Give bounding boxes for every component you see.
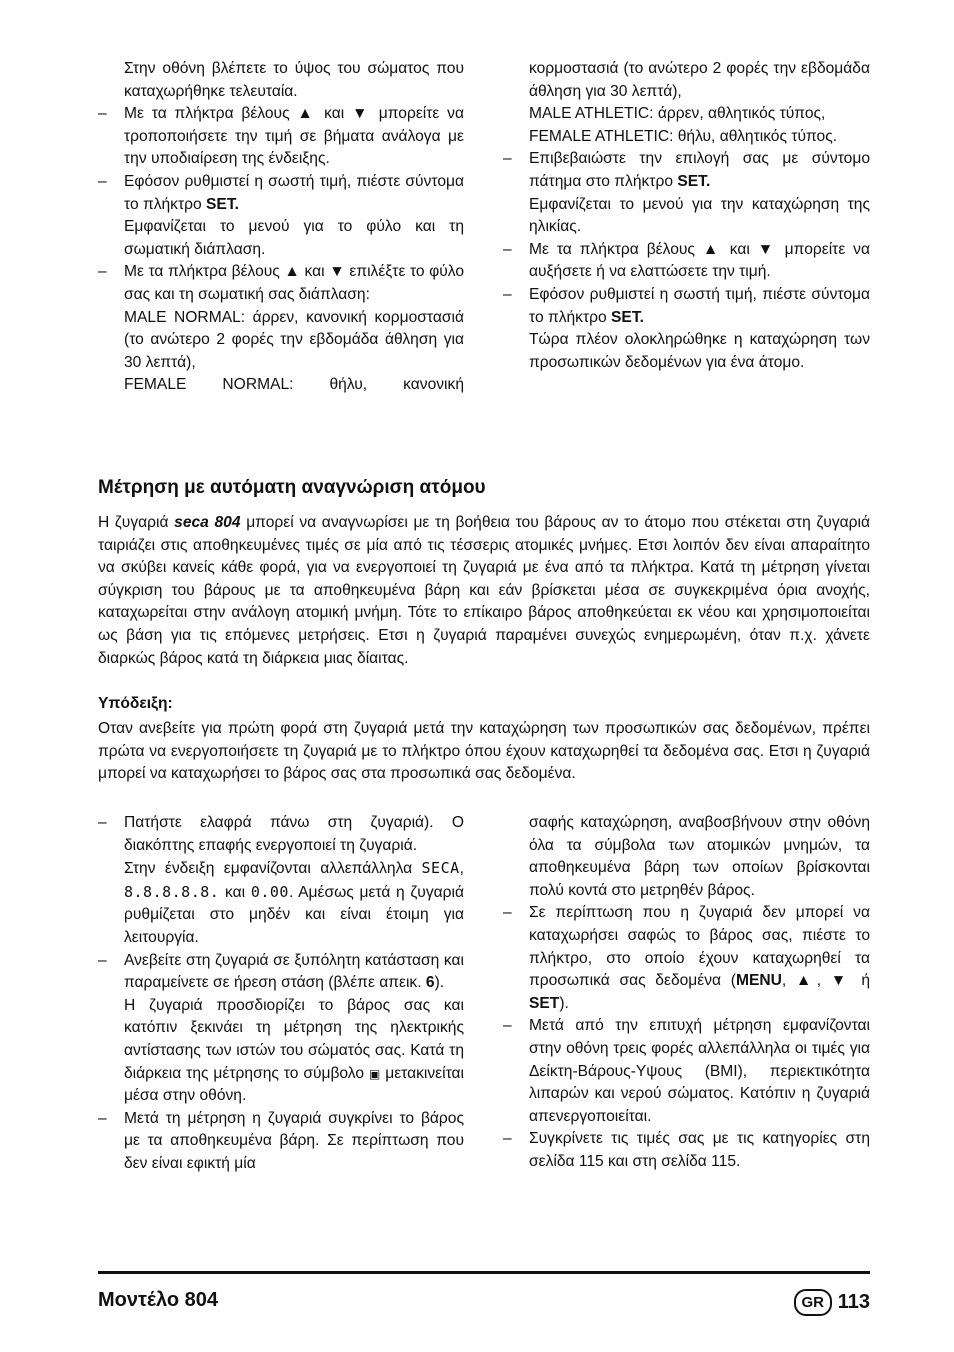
paragraph: Εμφανίζεται το μενού για την καταχώρηση της ηλικίας. <box>529 195 870 236</box>
list-item: – Συγκρίνετε τις τιμές σας με τις κατηγορίες στη σελίδα 115 και στη σελίδα 115. <box>503 1130 870 1170</box>
top-left-column <box>98 58 464 397</box>
list-item: – Εφόσον ρυθμιστεί η σωστή τιμή, πιέστε σύντομα το πλήκτρο SET. <box>503 285 870 326</box>
paragraph: FEMALE NORMAL: θήλυ, κανονική <box>124 376 464 394</box>
list-item: – Εφόσον ρυθμιστεί η σωστή τιμή, πιέστε σύντομα το πλήκτρο SET. <box>98 172 464 213</box>
list-item: – Με τα πλήκτρα βέλους ▲ και ▼ μπορείτε να τροποποιήσετε την τιμή σε βήματα ανάλογα με την υποδιαίρεση της ένδειξης. <box>98 105 464 168</box>
page-number: 113 <box>837 1291 870 1313</box>
paragraph: Τώρα πλέον ολοκληρώθηκε η καταχώρηση των προσωπικών δεδομένων για ένα άτομο. <box>529 331 870 371</box>
paragraph: Στην οθόνη βλέπετε το ύψος του σώματος που καταχωρήθηκε τελευταία. <box>124 60 464 100</box>
brand-name: seca 804 <box>174 514 241 531</box>
set-key-label: SET <box>529 994 560 1012</box>
set-key-label: SET. <box>677 172 711 190</box>
bottom-right-column <box>503 812 870 1174</box>
lcd-display-text: 8.8.8.8.8. <box>124 882 220 901</box>
intro-paragraph: Η ζυγαριά seca 804 μπορεί να αναγνωρίσει με τη βοήθεια του βάρους αν το άτομο που στέκεται στη ζυγαριά ταιριάζει στις αποθηκευμένες τιμές σε μία από τις τέσσερις ατομικές μνήμες. Ετσι λοιπόν δεν είναι απαραίτητο να σκύβει κανείς κάθε φορά, για να ενεργοποιεί τη ζυγαριά με ένα από τα πλήκτρα. Κατά τη μέτρηση γίνεται σύγκριση του βάρους με τα αποθηκευμένα βάρη και εάν βρίσκεται μέσα σε συγκεκριμένα όρια ανοχής, καταχωρείται στην ανάλογη ατομική μνήμη. Τότε το επίκαιρο βάρος αποθηκεύεται εκ νέου και χρησιμοποιείται ως βάση για τις επόμενες μετρήσεις. Ετσι η ζυγαριά παραμένει συνεχώς ενημερωμένη, όταν π.χ. χάνετε διαρκώς βάρος κατά τη διάρκεια μιας δίαιτας. <box>98 514 870 667</box>
paragraph: Στην ένδειξη εμφανίζονται αλλεπάλληλα SECA, 8.8.8.8.8. και 0.00. Αμέσως μετά η ζυγαριά ρυθμίζεται στο μηδέν και είναι έτοιμη για λειτουργία. <box>124 859 464 946</box>
lcd-display-text: SECA <box>421 859 460 878</box>
paragraph: FEMALE ATHLETIC: θήλυ, αθλητικός τύπος. <box>529 127 838 145</box>
paragraph: Εμφανίζεται το μενού για το φύλο και τη σωματική διάπλαση. <box>124 218 464 258</box>
list-item: – Σε περίπτωση που η ζυγαριά δεν μπορεί να καταχωρήσει σαφώς το βάρος σας, πιέστε το πλήκτρο, στο οποίο έχουν καταχωρηθεί τα προσωπικά σας δεδομένα (MENU, ▲, ▼ ή SET). <box>503 904 870 1012</box>
section-heading: Μέτρηση με αυτόματη αναγνώριση ατόμου <box>98 477 486 498</box>
note-text: Οταν ανεβείτε για πρώτη φορά στη ζυγαριά μετά την καταχώρηση των προσωπικών σας δεδομένων, πρέπει πρώτα να ενεργοποιήσετε τη ζυγαριά με το πλήκτρο όπου έχουν καταχωρηθεί τα δεδομένα σας. Ετσι η ζυγαριά μπορεί να καταχωρήσει το βάρος σας στα προσωπικά σας δεδομένα. <box>98 720 870 783</box>
list-item: – Με τα πλήκτρα βέλους ▲ και ▼ μπορείτε να αυξήσετε ή να ελαττώσετε την τιμή. <box>503 240 870 281</box>
measurement-symbol-icon: ▣ <box>368 1066 381 1081</box>
paragraph: MALE ATHLETIC: άρρεν, αθλητικός τύπος, <box>529 105 826 123</box>
list-item: – Μετά τη μέτρηση η ζυγαριά συγκρίνει το βάρος με τα αποθηκευμένα βάρη. Σε περίπτωση που δεν είναι εφικτή μία <box>98 1109 464 1172</box>
set-key-label: SET. <box>206 195 239 213</box>
footer-model-title: Μοντέλο 804 <box>98 1289 218 1311</box>
list-item: – Επιβεβαιώστε την επιλογή σας με σύντομο πάτημα στο πλήκτρο SET. <box>503 150 870 190</box>
top-right-column <box>503 58 870 374</box>
set-key-label: SET. <box>611 308 644 326</box>
footer-rule <box>98 1271 870 1274</box>
paragraph: Η ζυγαριά προσδιορίζει το βάρος σας και κατόπιν ξεκινάει τη μέτρηση της ηλεκτρικής αντίστασης των ιστών του σώματός σας. Κατά τη διάρκεια της μέτρησης το σύμβολο ▣ μετακινείται μέσα στην οθόνη. <box>124 996 464 1105</box>
note-title: Υπόδειξη: <box>98 695 173 712</box>
paragraph: σαφής καταχώρηση, αναβοσβήνουν στην οθόνη όλα τα σύμβολα των ατομικών μνημών, τα αποθηκευμένα βάρη των οποίων βρίσκονται πολύ κοντά στο μετρηθέν βάρος. <box>529 814 870 899</box>
language-badge: GR <box>794 1289 832 1316</box>
menu-key-label: MENU <box>735 972 782 990</box>
list-item: – Πατήστε ελαφρά πάνω στη ζυγαριά). Ο διακόπτης επαφής ενεργοποιεί τη ζυγαριά. <box>98 814 464 854</box>
paragraph: κορμοστασιά (το ανώτερο 2 φορές την εβδομάδα άθληση για 30 λεπτά), <box>529 60 870 100</box>
figure-reference: 6 <box>425 974 435 992</box>
footer-page-info <box>794 1289 870 1316</box>
list-item: – Μετά από την επιτυχή μέτρηση εμφανίζονται στην οθόνη τρεις φορές αλλεπάλληλα οι τιμές για Δείκτη-Βάρους-Υψους (BMI), περιεκτικότητα λιπαρών και νερού σώματος. Κατόπιν η ζυγαριά απενεργοποιείται. <box>503 1017 870 1125</box>
paragraph: MALE NORMAL: άρρεν, κανονική κορμοστασιά (το ανώτερο 2 φορές την εβδομάδα άθληση για 30 λεπτά), <box>124 308 464 371</box>
lcd-display-text: 0.00 <box>250 882 289 901</box>
list-item: – Ανεβείτε στη ζυγαριά σε ξυπόλητη κατάσταση και παραμείνετε σε ήρεση στάση (βλέπε απεικ. 6). <box>98 951 464 992</box>
list-item: – Με τα πλήκτρα βέλους ▲ και ▼ επιλέξτε το φύλο σας και τη σωματική σας διάπλαση: <box>98 263 464 303</box>
bottom-left-column <box>98 812 464 1176</box>
